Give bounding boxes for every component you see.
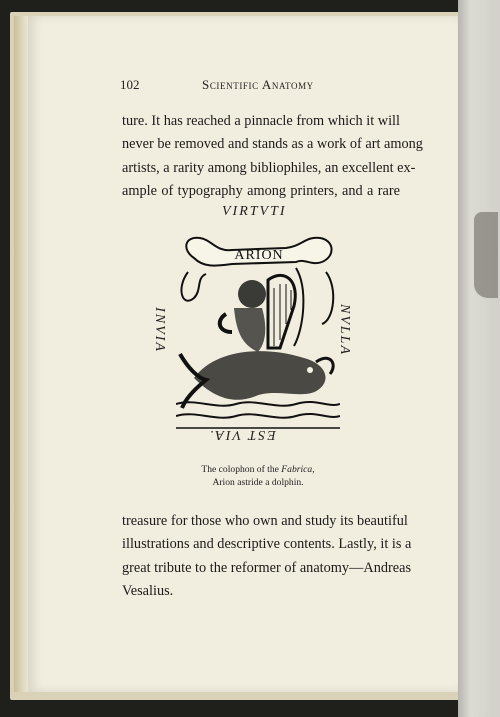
paragraph-top xyxy=(122,110,423,203)
motto-top: VIRTVTI xyxy=(222,204,287,219)
colophon-figure xyxy=(150,204,366,444)
facing-page-illustration xyxy=(474,212,498,298)
text-line: great tribute to the reformer of anatomy—Andreas xyxy=(122,559,412,576)
caption-prefix: The colophon of the xyxy=(201,464,282,475)
paragraph-bottom xyxy=(122,510,412,603)
text-line: Vesalius. xyxy=(122,582,174,599)
motto-left: INVIA xyxy=(151,307,167,353)
motto-bottom: EST VIA. xyxy=(208,427,276,442)
text-line: ample of typography among printers, and a rare xyxy=(122,182,400,199)
caption-italic-title: Fabrica xyxy=(281,464,313,475)
text-line: artists, a rarity among bibliophiles, an excellent ex- xyxy=(122,159,416,176)
caption-line-1 xyxy=(150,464,366,477)
figure-caption xyxy=(150,464,366,489)
text-line: never be removed and stands as a work of art among xyxy=(122,136,423,153)
banner-label: ARION xyxy=(234,248,284,263)
text-line: treasure for those who own and study its beautiful xyxy=(122,513,408,529)
running-head xyxy=(120,77,410,95)
facing-page-edge xyxy=(458,0,500,717)
text-line: ture. It has reached a pinnacle from which it will xyxy=(122,113,400,129)
caption-line-2: Arion astride a dolphin. xyxy=(212,476,304,488)
text-line: illustrations and descriptive contents. Lastly, it is a xyxy=(122,536,412,553)
page-number: 102 xyxy=(120,77,140,92)
motto-right: NVLLA xyxy=(337,303,353,357)
caption-suffix: , xyxy=(312,464,315,475)
running-title: Scientific Anatomy xyxy=(202,77,314,92)
